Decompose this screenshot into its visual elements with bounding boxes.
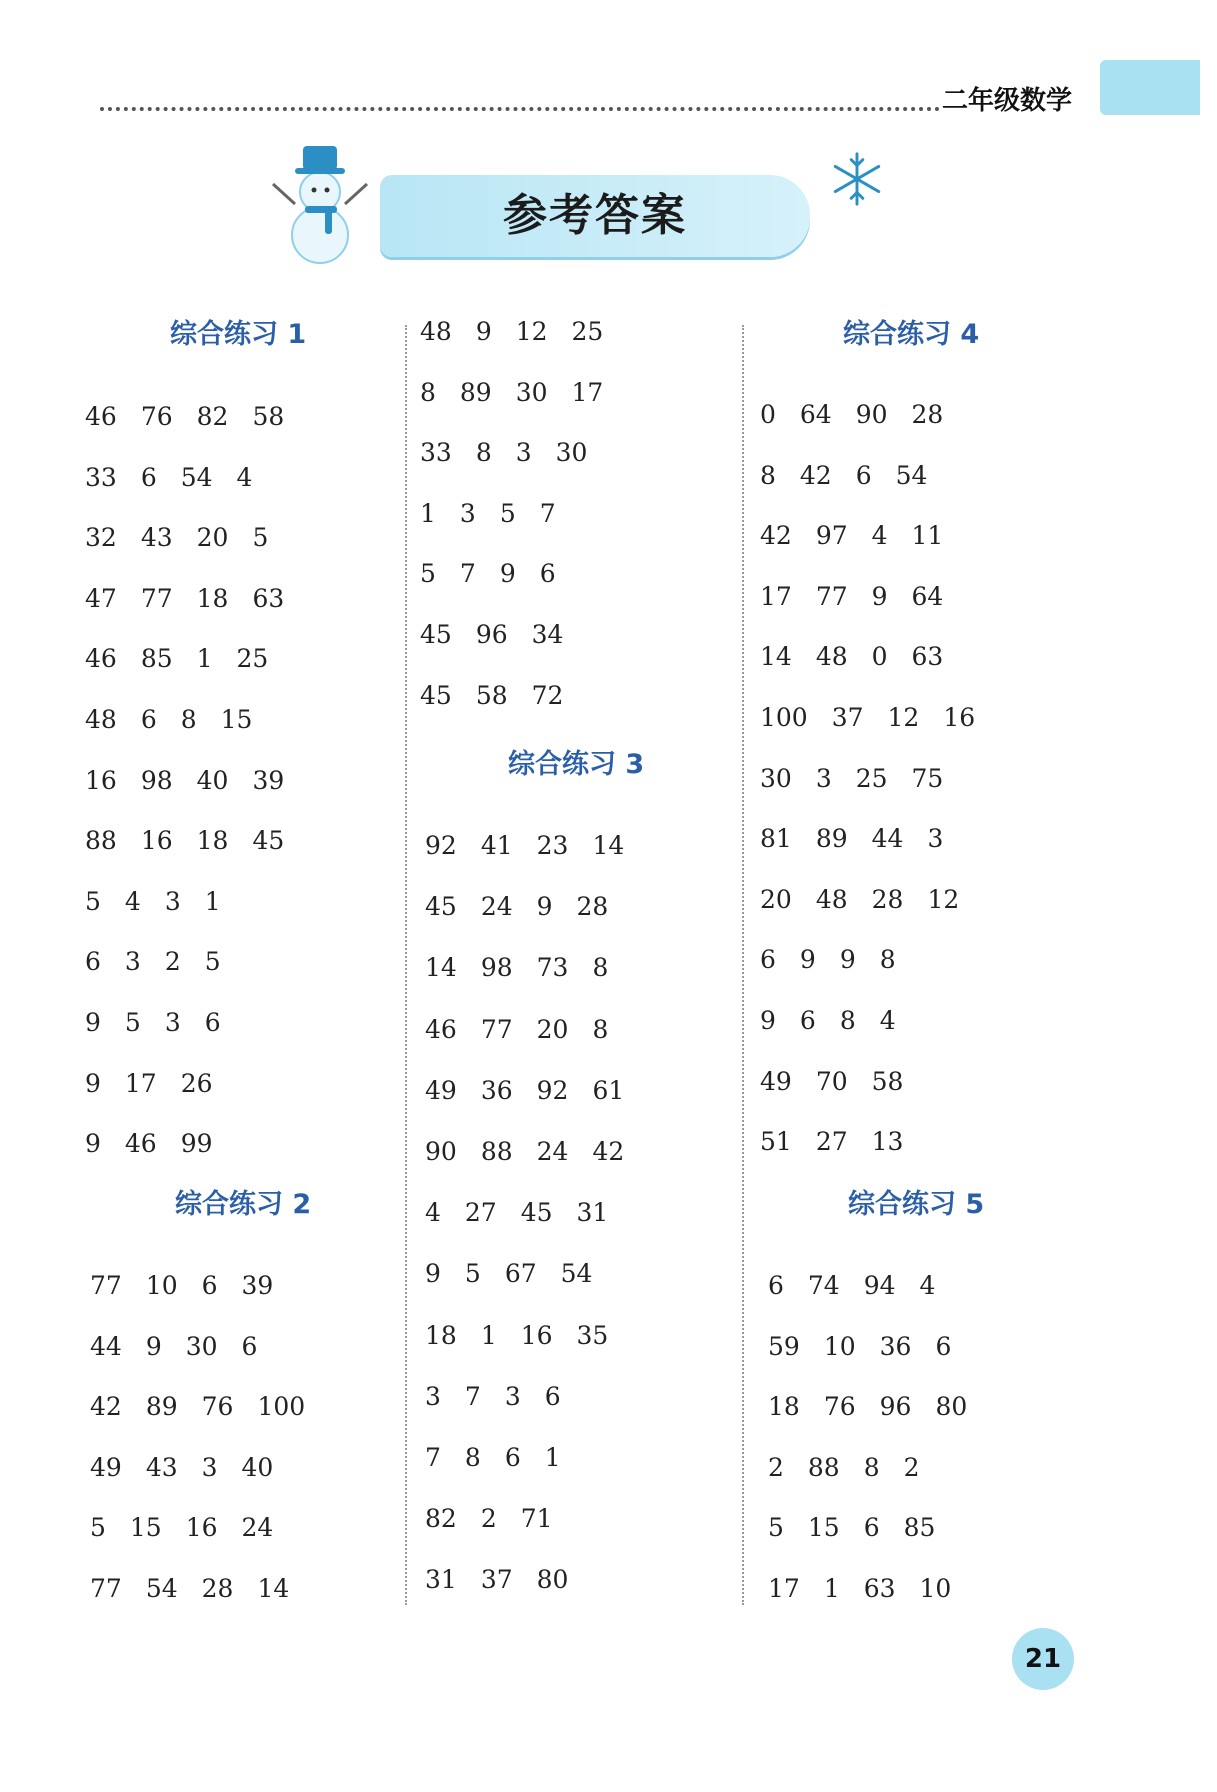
- answer-value: 63: [252, 583, 285, 613]
- answer-value: 97: [815, 521, 848, 551]
- answer-row: [85, 402, 308, 431]
- answer-row: [425, 1259, 616, 1288]
- answer-row: [768, 1513, 959, 1542]
- answer-value: 39: [252, 765, 285, 795]
- answer-row: [85, 1008, 245, 1037]
- section-title: 综合练习 4: [843, 319, 980, 350]
- answer-value: 7: [539, 498, 556, 528]
- answer-value: 10: [823, 1331, 856, 1361]
- answer-value: 16: [520, 1320, 553, 1350]
- answer-row: [760, 461, 951, 490]
- answer-value: 37: [480, 1565, 513, 1595]
- answer-row: [760, 764, 967, 793]
- answer-value: 80: [536, 1565, 569, 1595]
- answer-row: [425, 831, 648, 860]
- answer-value: 5: [252, 523, 269, 553]
- answer-value: 9: [839, 945, 856, 975]
- answer-value: 92: [425, 831, 457, 860]
- answer-value: 15: [807, 1513, 840, 1543]
- answer-value: 43: [140, 523, 173, 553]
- answer-value: 15: [220, 705, 253, 734]
- answer-value: 49: [760, 1066, 792, 1096]
- answer-value: 45: [520, 1198, 553, 1228]
- answer-value: 4: [236, 462, 253, 492]
- answer-value: 6: [855, 460, 872, 490]
- answer-value: 88: [807, 1452, 840, 1482]
- answer-row: [760, 521, 967, 550]
- answer-value: 15: [129, 1513, 162, 1543]
- answer-value: 8: [760, 460, 776, 490]
- answer-value: 25: [855, 763, 888, 793]
- answer-value: 6: [935, 1331, 952, 1361]
- answer-value: 20: [196, 523, 229, 553]
- answer-row: [425, 1321, 632, 1350]
- answer-value: 24: [241, 1513, 274, 1543]
- answer-value: 92: [536, 1075, 569, 1105]
- answer-value: 20: [760, 884, 792, 914]
- answer-row: [760, 824, 967, 853]
- answer-value: 8: [839, 1006, 856, 1035]
- answer-value: 16: [140, 826, 173, 856]
- answer-value: 71: [520, 1504, 553, 1534]
- answer-value: 47: [85, 583, 117, 613]
- answer-row: [420, 681, 587, 710]
- answer-value: 10: [919, 1574, 952, 1603]
- answer-value: 100: [760, 703, 808, 732]
- answer-value: 58: [475, 680, 508, 710]
- answer-value: 73: [536, 953, 569, 983]
- column-separator-1: [405, 325, 407, 1605]
- answer-value: 85: [903, 1513, 936, 1543]
- answer-value: 0: [760, 400, 776, 429]
- answer-value: 6: [504, 1443, 521, 1472]
- answer-value: 4: [124, 886, 141, 916]
- answer-value: 9: [871, 581, 888, 611]
- answer-row: [425, 1504, 577, 1533]
- answer-value: 30: [760, 763, 792, 793]
- answer-row: [420, 317, 627, 346]
- answer-value: 98: [140, 765, 173, 795]
- answer-value: 2: [480, 1504, 497, 1534]
- answer-value: 33: [85, 462, 117, 492]
- snowflake-icon: [828, 150, 886, 208]
- answer-value: 58: [252, 402, 285, 431]
- answer-value: 74: [807, 1271, 840, 1300]
- answer-row: [85, 705, 276, 734]
- answer-value: 43: [145, 1452, 178, 1482]
- answer-value: 24: [480, 892, 513, 922]
- answer-value: 8: [879, 945, 896, 975]
- answer-value: 89: [145, 1392, 178, 1422]
- answer-value: 64: [799, 400, 832, 429]
- answer-value: 42: [760, 521, 792, 551]
- answer-value: 31: [425, 1565, 457, 1595]
- answer-value: 77: [90, 1271, 122, 1300]
- answer-value: 46: [85, 402, 117, 431]
- answer-value: 3: [164, 886, 181, 916]
- answer-value: 77: [140, 583, 173, 613]
- answer-value: 8: [464, 1443, 481, 1472]
- answer-value: 3: [425, 1381, 441, 1411]
- answer-value: 28: [201, 1574, 234, 1603]
- answer-row: [425, 953, 632, 982]
- answer-value: 12: [515, 317, 548, 346]
- answer-value: 30: [515, 377, 548, 407]
- answer-value: 5: [85, 886, 101, 916]
- answer-row: [425, 1382, 585, 1411]
- answer-value: 8: [863, 1452, 880, 1482]
- answer-value: 8: [592, 1014, 609, 1044]
- answer-row: [420, 438, 611, 467]
- answer-value: 12: [887, 703, 920, 732]
- answer-value: 6: [85, 947, 101, 977]
- answer-value: 67: [504, 1259, 537, 1289]
- answer-value: 45: [425, 892, 457, 922]
- answer-row: [768, 1453, 944, 1482]
- answer-value: 25: [236, 644, 269, 674]
- answer-value: 27: [815, 1127, 848, 1157]
- answer-value: 8: [475, 438, 492, 468]
- answer-value: 3: [164, 1008, 181, 1037]
- answer-value: 76: [140, 402, 173, 431]
- answer-row: [90, 1392, 329, 1421]
- answer-value: 48: [85, 705, 117, 734]
- answer-value: 8: [592, 953, 609, 983]
- answer-value: 16: [943, 703, 976, 732]
- answer-value: 82: [196, 402, 229, 431]
- answer-row: [760, 1006, 920, 1035]
- answer-value: 42: [592, 1137, 625, 1166]
- answer-value: 1: [823, 1574, 840, 1603]
- answer-value: 9: [85, 1129, 101, 1159]
- answer-value: 9: [145, 1331, 162, 1361]
- answer-value: 88: [480, 1137, 513, 1166]
- answer-value: 34: [531, 620, 564, 649]
- answer-value: 42: [799, 460, 832, 490]
- answer-value: 3: [201, 1452, 218, 1482]
- answer-row: [768, 1332, 975, 1361]
- answer-value: 14: [760, 642, 792, 672]
- answer-value: 18: [196, 826, 229, 856]
- answer-value: 14: [257, 1574, 290, 1603]
- section-title: 综合练习 2: [175, 1189, 312, 1220]
- answer-row: [760, 1127, 927, 1156]
- answer-value: 76: [201, 1392, 234, 1422]
- answer-value: 33: [420, 438, 452, 468]
- answer-value: 89: [459, 377, 492, 407]
- page-number: 21: [1012, 1628, 1074, 1690]
- answer-row: [425, 1198, 632, 1227]
- answer-value: 5: [464, 1259, 481, 1289]
- answer-value: 9: [499, 559, 516, 589]
- answer-value: 6: [760, 945, 776, 975]
- answer-value: 14: [425, 953, 457, 983]
- answer-row: [760, 703, 999, 732]
- answer-value: 7: [425, 1443, 441, 1472]
- answer-value: 9: [425, 1259, 441, 1289]
- column-separator-2: [742, 325, 744, 1605]
- answer-value: 100: [257, 1392, 306, 1422]
- answer-value: 18: [425, 1320, 457, 1350]
- section-title: 综合练习 5: [848, 1189, 985, 1220]
- answer-value: 51: [760, 1127, 792, 1157]
- answer-row: [420, 559, 580, 588]
- answer-value: 16: [185, 1513, 218, 1543]
- answer-row: [760, 400, 967, 429]
- answer-row: [768, 1392, 991, 1421]
- answer-value: 44: [90, 1331, 122, 1361]
- answer-value: 4: [871, 521, 888, 551]
- answer-row: [425, 1565, 592, 1594]
- answer-row: [85, 826, 308, 855]
- answer-row: [85, 1069, 237, 1098]
- answer-value: 4: [879, 1006, 896, 1035]
- answer-value: 90: [425, 1137, 457, 1166]
- answer-value: 2: [903, 1452, 920, 1482]
- answer-row: [760, 945, 920, 974]
- answer-row: [425, 1443, 585, 1472]
- answer-value: 76: [823, 1392, 856, 1422]
- answer-row: [85, 644, 292, 673]
- answer-value: 70: [815, 1066, 848, 1096]
- answer-value: 81: [760, 824, 792, 854]
- title-banner: [380, 175, 810, 257]
- grade-tab: [1100, 60, 1200, 115]
- answer-value: 17: [124, 1068, 157, 1098]
- answer-row: [90, 1513, 297, 1542]
- page-title: 参考答案: [503, 190, 687, 241]
- answer-value: 0: [871, 642, 888, 672]
- answer-value: 6: [204, 1008, 221, 1037]
- answer-value: 82: [425, 1504, 457, 1534]
- answer-value: 89: [815, 824, 848, 854]
- answer-value: 6: [201, 1271, 218, 1300]
- answer-value: 7: [459, 559, 476, 589]
- answer-value: 6: [863, 1513, 880, 1543]
- answer-row: [90, 1271, 297, 1300]
- answer-value: 17: [760, 581, 792, 611]
- section-title: 综合练习 3: [508, 749, 645, 780]
- answer-value: 6: [544, 1381, 561, 1411]
- answer-value: 4: [919, 1271, 936, 1300]
- answer-row: [425, 1076, 648, 1105]
- answer-value: 72: [531, 680, 564, 710]
- answer-value: 90: [855, 400, 888, 429]
- answer-value: 1: [204, 886, 221, 916]
- answer-value: 31: [576, 1198, 609, 1228]
- answer-value: 98: [480, 953, 513, 983]
- answer-value: 40: [241, 1452, 274, 1482]
- answer-value: 23: [536, 831, 569, 860]
- answer-value: 6: [140, 462, 157, 492]
- answer-value: 14: [592, 831, 625, 860]
- grade-label: 二年级数学: [942, 86, 1073, 116]
- answer-value: 6: [539, 559, 556, 589]
- answer-value: 1: [544, 1443, 561, 1472]
- answer-value: 6: [140, 705, 157, 734]
- answer-value: 6: [768, 1271, 784, 1300]
- answer-value: 17: [571, 377, 604, 407]
- answer-value: 9: [799, 945, 816, 975]
- answer-value: 16: [85, 765, 117, 795]
- answer-value: 85: [140, 644, 173, 674]
- answer-value: 4: [425, 1198, 441, 1228]
- answer-value: 3: [504, 1381, 521, 1411]
- answer-row: [85, 1129, 237, 1158]
- answer-value: 45: [420, 620, 452, 649]
- answer-row: [420, 499, 580, 528]
- answer-value: 77: [815, 581, 848, 611]
- answer-value: 3: [815, 763, 832, 793]
- answer-row: [90, 1453, 297, 1482]
- answer-value: 20: [536, 1014, 569, 1044]
- answer-row: [85, 584, 308, 613]
- answer-value: 3: [515, 438, 532, 468]
- answer-value: 6: [799, 1006, 816, 1035]
- answer-value: 45: [252, 826, 285, 856]
- answer-row: [425, 1137, 648, 1166]
- answer-value: 30: [555, 438, 588, 468]
- header-dotted-line: [100, 107, 940, 111]
- answer-row: [420, 620, 587, 649]
- answer-value: 37: [831, 703, 864, 732]
- answer-value: 77: [90, 1574, 122, 1603]
- answer-row: [760, 1067, 927, 1096]
- section-title: 综合练习 1: [170, 319, 307, 350]
- answer-value: 88: [85, 826, 117, 856]
- answer-value: 28: [911, 400, 944, 429]
- answer-value: 9: [85, 1008, 101, 1037]
- answer-value: 45: [420, 680, 452, 710]
- answer-value: 5: [124, 1008, 141, 1037]
- answer-value: 3: [927, 824, 944, 854]
- answer-value: 75: [911, 763, 944, 793]
- answer-value: 48: [815, 884, 848, 914]
- answer-value: 41: [480, 831, 513, 860]
- answer-value: 18: [196, 583, 229, 613]
- answer-value: 11: [911, 521, 944, 551]
- answer-value: 44: [871, 824, 904, 854]
- answer-value: 61: [592, 1075, 625, 1105]
- answer-value: 5: [499, 498, 516, 528]
- answer-value: 13: [871, 1127, 904, 1157]
- answer-value: 8: [420, 377, 436, 407]
- answer-value: 28: [576, 892, 609, 922]
- answer-value: 30: [185, 1331, 218, 1361]
- answer-value: 46: [85, 644, 117, 674]
- answer-value: 17: [768, 1574, 800, 1603]
- answer-value: 2: [768, 1452, 784, 1482]
- answer-value: 48: [420, 317, 452, 346]
- answer-value: 3: [459, 498, 476, 528]
- answer-row: [85, 887, 245, 916]
- answer-value: 10: [145, 1271, 178, 1300]
- answer-value: 26: [180, 1068, 213, 1098]
- answer-value: 24: [536, 1137, 569, 1166]
- answer-value: 28: [871, 884, 904, 914]
- answer-value: 1: [420, 498, 436, 528]
- answer-value: 54: [560, 1259, 593, 1289]
- answer-row: [85, 766, 308, 795]
- answer-value: 36: [480, 1075, 513, 1105]
- answer-value: 36: [879, 1331, 912, 1361]
- answer-value: 46: [124, 1129, 157, 1159]
- answer-row: [90, 1574, 313, 1603]
- answer-value: 96: [475, 620, 508, 649]
- answer-value: 6: [241, 1331, 258, 1361]
- answer-value: 49: [90, 1452, 122, 1482]
- answer-value: 1: [196, 644, 213, 674]
- answer-value: 49: [425, 1075, 457, 1105]
- answer-value: 42: [90, 1392, 122, 1422]
- answer-value: 54: [180, 462, 213, 492]
- answer-value: 27: [464, 1198, 497, 1228]
- answer-value: 64: [911, 581, 944, 611]
- answer-value: 3: [124, 947, 141, 977]
- answer-row: [768, 1271, 959, 1300]
- snowman-icon: [265, 140, 375, 265]
- answer-row: [85, 523, 292, 552]
- answer-value: 96: [879, 1392, 912, 1422]
- answer-value: 18: [768, 1392, 800, 1422]
- answer-value: 7: [464, 1381, 481, 1411]
- answer-value: 63: [911, 642, 944, 672]
- answer-value: 35: [576, 1320, 609, 1350]
- answer-value: 1: [480, 1320, 497, 1350]
- answer-row: [760, 885, 983, 914]
- answer-value: 9: [475, 317, 492, 346]
- answer-row: [85, 947, 245, 976]
- answer-value: 39: [241, 1271, 274, 1300]
- answer-value: 9: [536, 892, 553, 922]
- answer-value: 59: [768, 1331, 800, 1361]
- answer-value: 54: [895, 460, 928, 490]
- answer-value: 12: [927, 884, 960, 914]
- answer-value: 9: [85, 1068, 101, 1098]
- answer-row: [760, 582, 967, 611]
- answer-value: 46: [425, 1014, 457, 1044]
- answer-value: 5: [204, 947, 221, 977]
- answer-value: 9: [760, 1006, 776, 1035]
- answer-row: [425, 1015, 632, 1044]
- answer-value: 5: [90, 1513, 106, 1543]
- answer-value: 5: [420, 559, 436, 589]
- answer-value: 54: [145, 1574, 178, 1603]
- answer-value: 94: [863, 1271, 896, 1300]
- answer-value: 77: [480, 1014, 513, 1044]
- answer-value: 40: [196, 765, 229, 795]
- answer-value: 58: [871, 1066, 904, 1096]
- answer-row: [425, 892, 632, 921]
- answer-value: 63: [863, 1574, 896, 1603]
- answer-value: 25: [571, 317, 604, 346]
- answer-row: [768, 1574, 975, 1603]
- answer-value: 32: [85, 523, 117, 553]
- answer-value: 2: [164, 947, 181, 977]
- answer-row: [760, 642, 967, 671]
- answer-row: [90, 1332, 281, 1361]
- answer-row: [85, 463, 276, 492]
- answer-value: 8: [180, 705, 197, 734]
- answer-row: [420, 378, 627, 407]
- answer-value: 99: [180, 1129, 213, 1159]
- answer-value: 48: [815, 642, 848, 672]
- answer-value: 5: [768, 1513, 784, 1543]
- answer-value: 80: [935, 1392, 968, 1422]
